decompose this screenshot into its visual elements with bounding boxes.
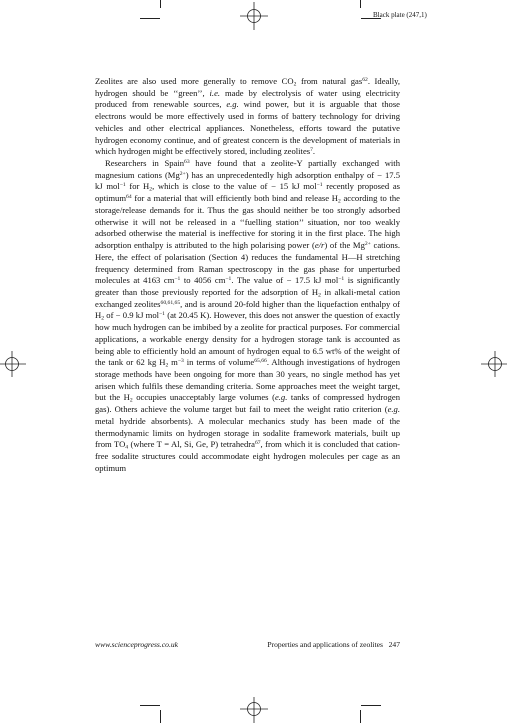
registration-mark-top (240, 2, 268, 30)
subscript: 2 (337, 198, 341, 205)
superscript: 2+ (179, 170, 186, 177)
superscript: −1 (316, 182, 323, 189)
superscript: 64 (126, 194, 132, 201)
superscript: 63 (184, 159, 190, 166)
subscript: 2 (149, 186, 153, 193)
subscript: 2 (129, 397, 133, 404)
italic-text: e.g. (274, 392, 288, 403)
italic-text: e/r (314, 240, 325, 251)
subscript: 4 (125, 444, 129, 451)
crop-mark (140, 18, 160, 19)
registration-mark-left (0, 351, 26, 377)
crop-mark (160, 0, 161, 8)
superscript: −1 (338, 276, 345, 283)
subscript: 2 (101, 315, 105, 322)
italic-text: i.e. (209, 87, 221, 98)
body-text (95, 76, 400, 474)
superscript: 2+ (364, 241, 371, 248)
superscript: 67 (254, 440, 261, 447)
footer-running-head (267, 640, 400, 649)
page-number: 247 (388, 640, 400, 649)
superscript: −1 (225, 276, 232, 283)
italic-text: e.g. (226, 99, 239, 110)
subscript: 2 (165, 362, 169, 369)
footer-website: www.scienceprogress.co.uk (95, 640, 179, 649)
superscript: 60,61,65 (160, 299, 181, 306)
paragraph: Researchers in Spain$^{63}$ have found that a zeolite-Y partially exchanged with magnesium cations $(Mg^{2+})$ has an unprecedentedly high adsorption enthalpy of − 17.5 kJ mol$^{-1}$ for $H_2$, which is close to the value of − 15 kJ mol$^{-1}$ recently proposed as optimum$^{64}$ for a material that will efficiently both bind and release $H_2$ according to the storage/release demands for it. Thus the gas should neither be too strongly adsorbed otherwise it will not be released in a ‘‘fuelling station’’ situation, nor too weakly adsorbed otherwise the material is ineffective for storing it in the first place. The high adsorption enthalpy is attributed to the high polarising power (e/r) of the $Mg^{2+}$ cations. Here, the effect of polarisation (Section 4) reduces the fundamental H—H stretching frequency determined from Raman spectroscopy in the gas phase for unperturbed molecules at 4163 $cm^{-1}$ to 4056 $cm^{-1}$. The value of − 17.5 kJ mol$^{-1}$ is significantly greater than those previously reported for the adsorption of $H_2$ in alkali-metal cation exchanged zeolites$^{60,61,65}$, and is around 20-fold higher than the liquefaction enthalpy of $H_2$ of − 0.9 kJ mol$^{-1}$ (at 20.45 K). However, this does not answer the question of exactly how much hydrogen can be imbibed by a zeolite for practical purposes. For commercial applications, a workable energy density for a hydrogen storage tank is accounted as being able to efficiently hold an amount of hydrogen equal to 6.5 wt% of the weight of the tank or 62 kg $H_2$ $m^{-3}$ in terms of volume$^{65,66}$. Although investigations of hydrogen storage methods have been ongoing for more than 30 years, no single method has yet arisen which fulfils these demanding criteria. Some approaches meet the weight target, but the $H_2$ occupies unacceptably large volumes (e.g. tanks of compressed hydrogen gas). Others achieve the volume target but fail to meet the weight ratio criterion (e.g. metal hydride absorbents). A molecular mechanics study has been made of the thermodynamic limits on hydrogen storage in sodalite framework materials, built up from $TO_4$ (where T = Al, Si, Ge, P) tetrahedra$^{67}$, from which it is concluded that cation-free sodalite structures could accommodate eight hydrogen molecules per cage as an optimum (95, 158, 401, 473)
paragraph: Zeolites are also used more generally to remove $CO_2$ from natural gas$^{62}$. Ideally, hydrogen should be ‘‘green’’, i.e. made by electrolysis of water using electricity produced from renewable sources, e.g. wind power, but it is arguable that those electrons would be more effectively used in forms of battery technology for driving vehicles and other electrical appliances. Nonetheless, efforts toward the putative hydrogen economy continue, and of greatest concern is the development of materials in which hydrogen might be effectively stored, including zeolites$^7$. (95, 76, 401, 157)
italic-text: e.g. (387, 404, 400, 415)
superscript: 65,66 (254, 358, 267, 365)
subscript: 2 (318, 292, 321, 299)
superscript: −1 (174, 276, 181, 283)
footer-running-title: Properties and applications of zeolites (267, 640, 383, 649)
crop-mark (140, 705, 160, 706)
superscript: 62 (362, 77, 368, 83)
crop-mark (361, 705, 381, 706)
crop-mark (160, 710, 161, 723)
superscript: −3 (177, 358, 184, 365)
registration-mark-bottom (240, 697, 268, 723)
plate-label: Black plate (247,1) (373, 11, 427, 19)
superscript: −1 (119, 182, 126, 189)
superscript: −1 (159, 311, 165, 318)
crop-mark (360, 710, 361, 723)
superscript: 7 (310, 147, 313, 154)
registration-mark-right (481, 351, 507, 377)
crop-mark (360, 0, 361, 8)
subscript: 2 (293, 81, 297, 88)
